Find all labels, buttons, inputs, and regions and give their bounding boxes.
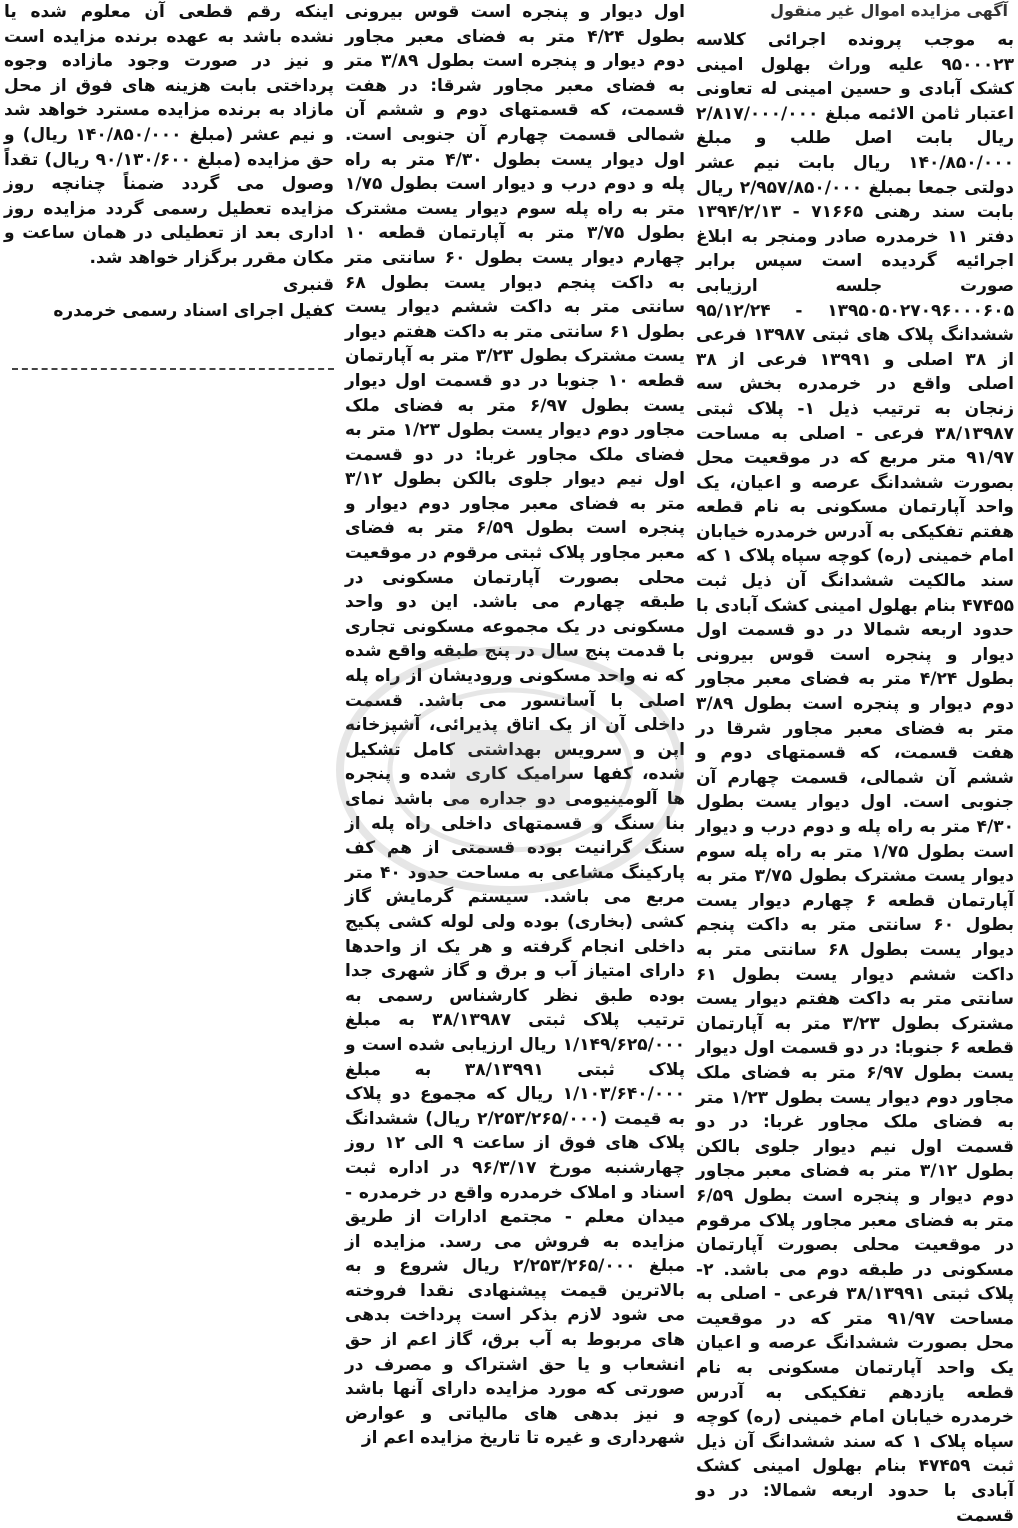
notice-text-left: اینکه رقم قطعی آن معلوم شده یا نشده باشد به عهده برنده مزایده است و نیز در صورت وجود مازاده وجوه پرداختی بابت هزینه های فوق از محل مازاد به برنده مزایده مسترد خواهد شد و نیم عشر (مبلغ ۱۴۰/۸۵۰/۰۰۰ ریال) و حق مزایده (مبلغ ۹۰/۱۳۰/۶۰۰ ریال) تقداً وصول می گردد ضمناً چنانچه روز مزایده تعطیل رسمی گردد مزایده روز اداری بعد از تعطیلی در همان ساعت و مکان مقرر برگزار خواهد شد. <box>4 2 334 268</box>
signature-title: کفیل اجرای اسناد رسمی خرمدره <box>53 301 334 322</box>
notice-text-middle: اول دیوار و پنجره است قوس بیرونی بطول ۴/۲۴ متر به فضای معبر مجاور دوم دیوار و پنجره است بطول ۳/۸۹ متر به فضای معبر مجاور شرقا: در هفت قسمت، که قسمتهای دوم و ششم آن شمالی قسمت چهارم آن جنوبی است. اول دیوار یست بطول ۴/۳۰ متر به راه پله و دوم درب و دیوار است بطول ۱/۷۵ متر به راه پله سوم دیوار یست مشترک بطول ۳/۷۵ متر به آپارتمان قطعه ۱۰ چهارم دیوار یست بطول ۶۰ سانتی متر به داکت پنجم دیوار یست بطول ۶۸ سانتی متر به داکت ششم دیوار یست بطول ۶۱ سانتی متر به داکت هفتم دیوار یست مشترک بطول ۳/۲۳ متر به آپارتمان قطعه ۱۰ جنوبا در دو قسمت اول دیوار یست بطول ۶/۹۷ متر به فضای ملک مجاور دوم دیوار یست بطول ۱/۲۳ متر به فضای ملک مجاور غربا: در دو قسمت اول نیم دیوار جلوی بالکن بطول ۳/۱۲ متر به فضای معبر مجاور دوم دیوار و پنجره است بطول ۶/۵۹ متر به فضای معبر مجاور پلاک ثبتی مرقوم در موقعیت محلی بصورت آپارتمان مسکونی در طبقه چهارم می باشد. این دو واحد مسکونی در یک مجموعه مسکونی تجاری با قدمت پنج سال در پنج طبقه واقع شده که نه واحد مسکونی ورودیشان از راه پله اصلی با آسانسور می باشد. قسمت داخلی آن از یک اتاق پذیرائی، آشپزخانه اپن و سرویس بهداشتی کامل تشکیل شده، کفها سرامیک کاری شده و پنجره ها آلومینیومی دو جداره می باشد نمای بنا سنگ و قسمتهای داخلی راه پله از سنگ گرانیت بوده قسمتی از هم کف پارکینگ مشاعی به مساحت حدود ۴۰ متر مربع می باشد. سیستم گرمایش گاز کشی (بخاری) بوده ولی لوله کشی پکیج داخلی انجام گرفته و هر یک از واحدها دارای امتیاز آب و برق و گاز شهری جدا بوده طبق نظر کارشناس رسمی به ترتیب پلاک ثبتی ۳۸/۱۳۹۸۷ به مبلغ ۱/۱۴۹/۶۲۵/۰۰۰ ریال ارزیابی شده است و پلاک ثبتی ۳۸/۱۳۹۹۱ به مبلغ ۱/۱۰۳/۶۴۰/۰۰۰ ریال که مجموع دو پلاک به قیمت (۲/۲۵۳/۲۶۵/۰۰۰ ریال) ششدانگ پلاک های فوق از ساعت ۹ الی ۱۲ روز چهارشنبه مورخ ۹۶/۳/۱۷ در اداره ثبت اسناد و املاک خرمدره واقع در خرمدره - میدان معلم - مجتمع ادارات از طریق مزایده به فروش می رسد. مزایده از مبلغ ۲/۲۵۳/۲۶۵/۰۰۰ ریال شروع و به بالاترین قیمت پیشنهادی نقدا فروخته می شود لازم بذکر است پرداخت بدهی های مربوط به آب برق، گاز اعم از حق انشعاب و یا حق اشتراک و مصرف در صورتی که مورد مزایده دارای آنها باشد و نیز بدهی های مالیاتی و عوارض شهرداری و غیره تا تاریخ مزایده اعم از <box>345 2 686 1449</box>
notice-column-left <box>4 0 334 360</box>
notice-title: آگهی مزایده اموال غیر منقول <box>770 1 1008 20</box>
notice-text-right: به موجب پرونده اجرائی کلاسه ۹۵۰۰۰۲۳ علیه وراث بهلول امینی کشک آبادی و حسین امینی له تعاونی اعتبار ثامن الائمه مبلغ ۲/۸۱۷/۰۰۰/۰۰۰ ریال بابت اصل طلب و مبلغ ۱۴۰/۸۵۰/۰۰۰ ریال بابت نیم عشر دولتی جمعا بمبلغ ۲/۹۵۷/۸۵۰/۰۰۰ ریال بابت سند رهنی ۷۱۶۶۵ - ۱۳۹۴/۲/۱۳ دفتر ۱۱ خرمدره صادر ومنجر به ابلاغ اجرائیه گردیده است سپس برابر صورت جلسه ارزیابی ۱۳۹۵۰۵۰۲۷۰۹۶۰۰۰۶۰۵ - ۹۵/۱۲/۲۴ ششدانگ پلاک های ثبتی ۱۳۹۸۷ فرعی از ۳۸ اصلی و ۱۳۹۹۱ فرعی از ۳۸ اصلی واقع در خرمدره بخش سه زنجان به ترتیب ذیل ۱- پلاک ثبتی ۳۸/۱۳۹۸۷ فرعی - اصلی به مساحت ۹۱/۹۷ متر مربع که در موقعیت محل بصورت ششدانگ عرصه و اعیان، یک واحد آپارتمان مسکونی به نام قطعه هفتم تفکیکی به آدرس خرمدره خیابان امام خمینی (ره) کوچه سپاه پلاک ۱ که سند مالکیت ششدانگ آن ذیل ثبت ۴۷۴۵۵ بنام بهلول امینی کشک آبادی با حدود اربعه شمالا در دو قسمت اول دیوار و پنجره است قوس بیرونی بطول ۴/۲۴ متر به فضای معبر مجاور دوم دیوار و پنجره است بطول ۳/۸۹ متر به فضای معبر مجاور شرقا در هفت قسمت، که قسمتهای دوم و ششم آن شمالی، قسمت چهارم آن جنوبی است. اول دیوار یست بطول ۴/۳۰ متر به راه پله و دوم درب و دیوار است بطول ۱/۷۵ متر به راه پله سوم دیوار یست مشترک بطول ۳/۷۵ متر به آپارتمان قطعه ۶ چهارم دیوار یست بطول ۶۰ سانتی متر به داکت پنجم دیوار یست بطول ۶۸ سانتی متر به داکت ششم دیوار یست بطول ۶۱ سانتی متر به داکت هفتم دیوار یست مشترک بطول ۳/۲۳ متر به آپارتمان قطعه ۶ جنوبا: در دو قسمت اول دیوار یست بطول ۶/۹۷ متر به فضای ملک مجاور دوم دیوار یست بطول ۱/۲۳ متر به فضای ملک مجاور غربا: در دو قسمت اول نیم دیوار جلوی بالکن بطول ۳/۱۲ متر به فضای معبر مجاور دوم دیوار و پنجره است بطول ۶/۵۹ متر به فضای معبر مجاور پلاک مرقوم در موقعیت محلی بصورت آپارتمان مسکونی در طبقه دوم می باشد. ۲- پلاک ثبتی ۳۸/۱۳۹۹۱ فرعی - اصلی به مساحت ۹۱/۹۷ متر که در موقعیت محل بصورت ششدانگ عرصه و اعیان یک واحد آپارتمان مسکونی به نام قطعه یازدهم تفکیکی به آدرس خرمدره خیابان امام خمینی (ره) کوچه سپاه پلاک ۱ که سند ششدانگ آن ذیل ثبت ۴۷۴۵۹ بنام بهلول امینی کشک آبادی با حدود اربعه شمالا: در دو قسمت <box>696 30 1015 1526</box>
notice-column-right <box>696 0 1015 1526</box>
notice-column-middle <box>345 0 685 1490</box>
signature-name: قنبری <box>282 274 334 295</box>
column-end-divider <box>12 368 334 370</box>
